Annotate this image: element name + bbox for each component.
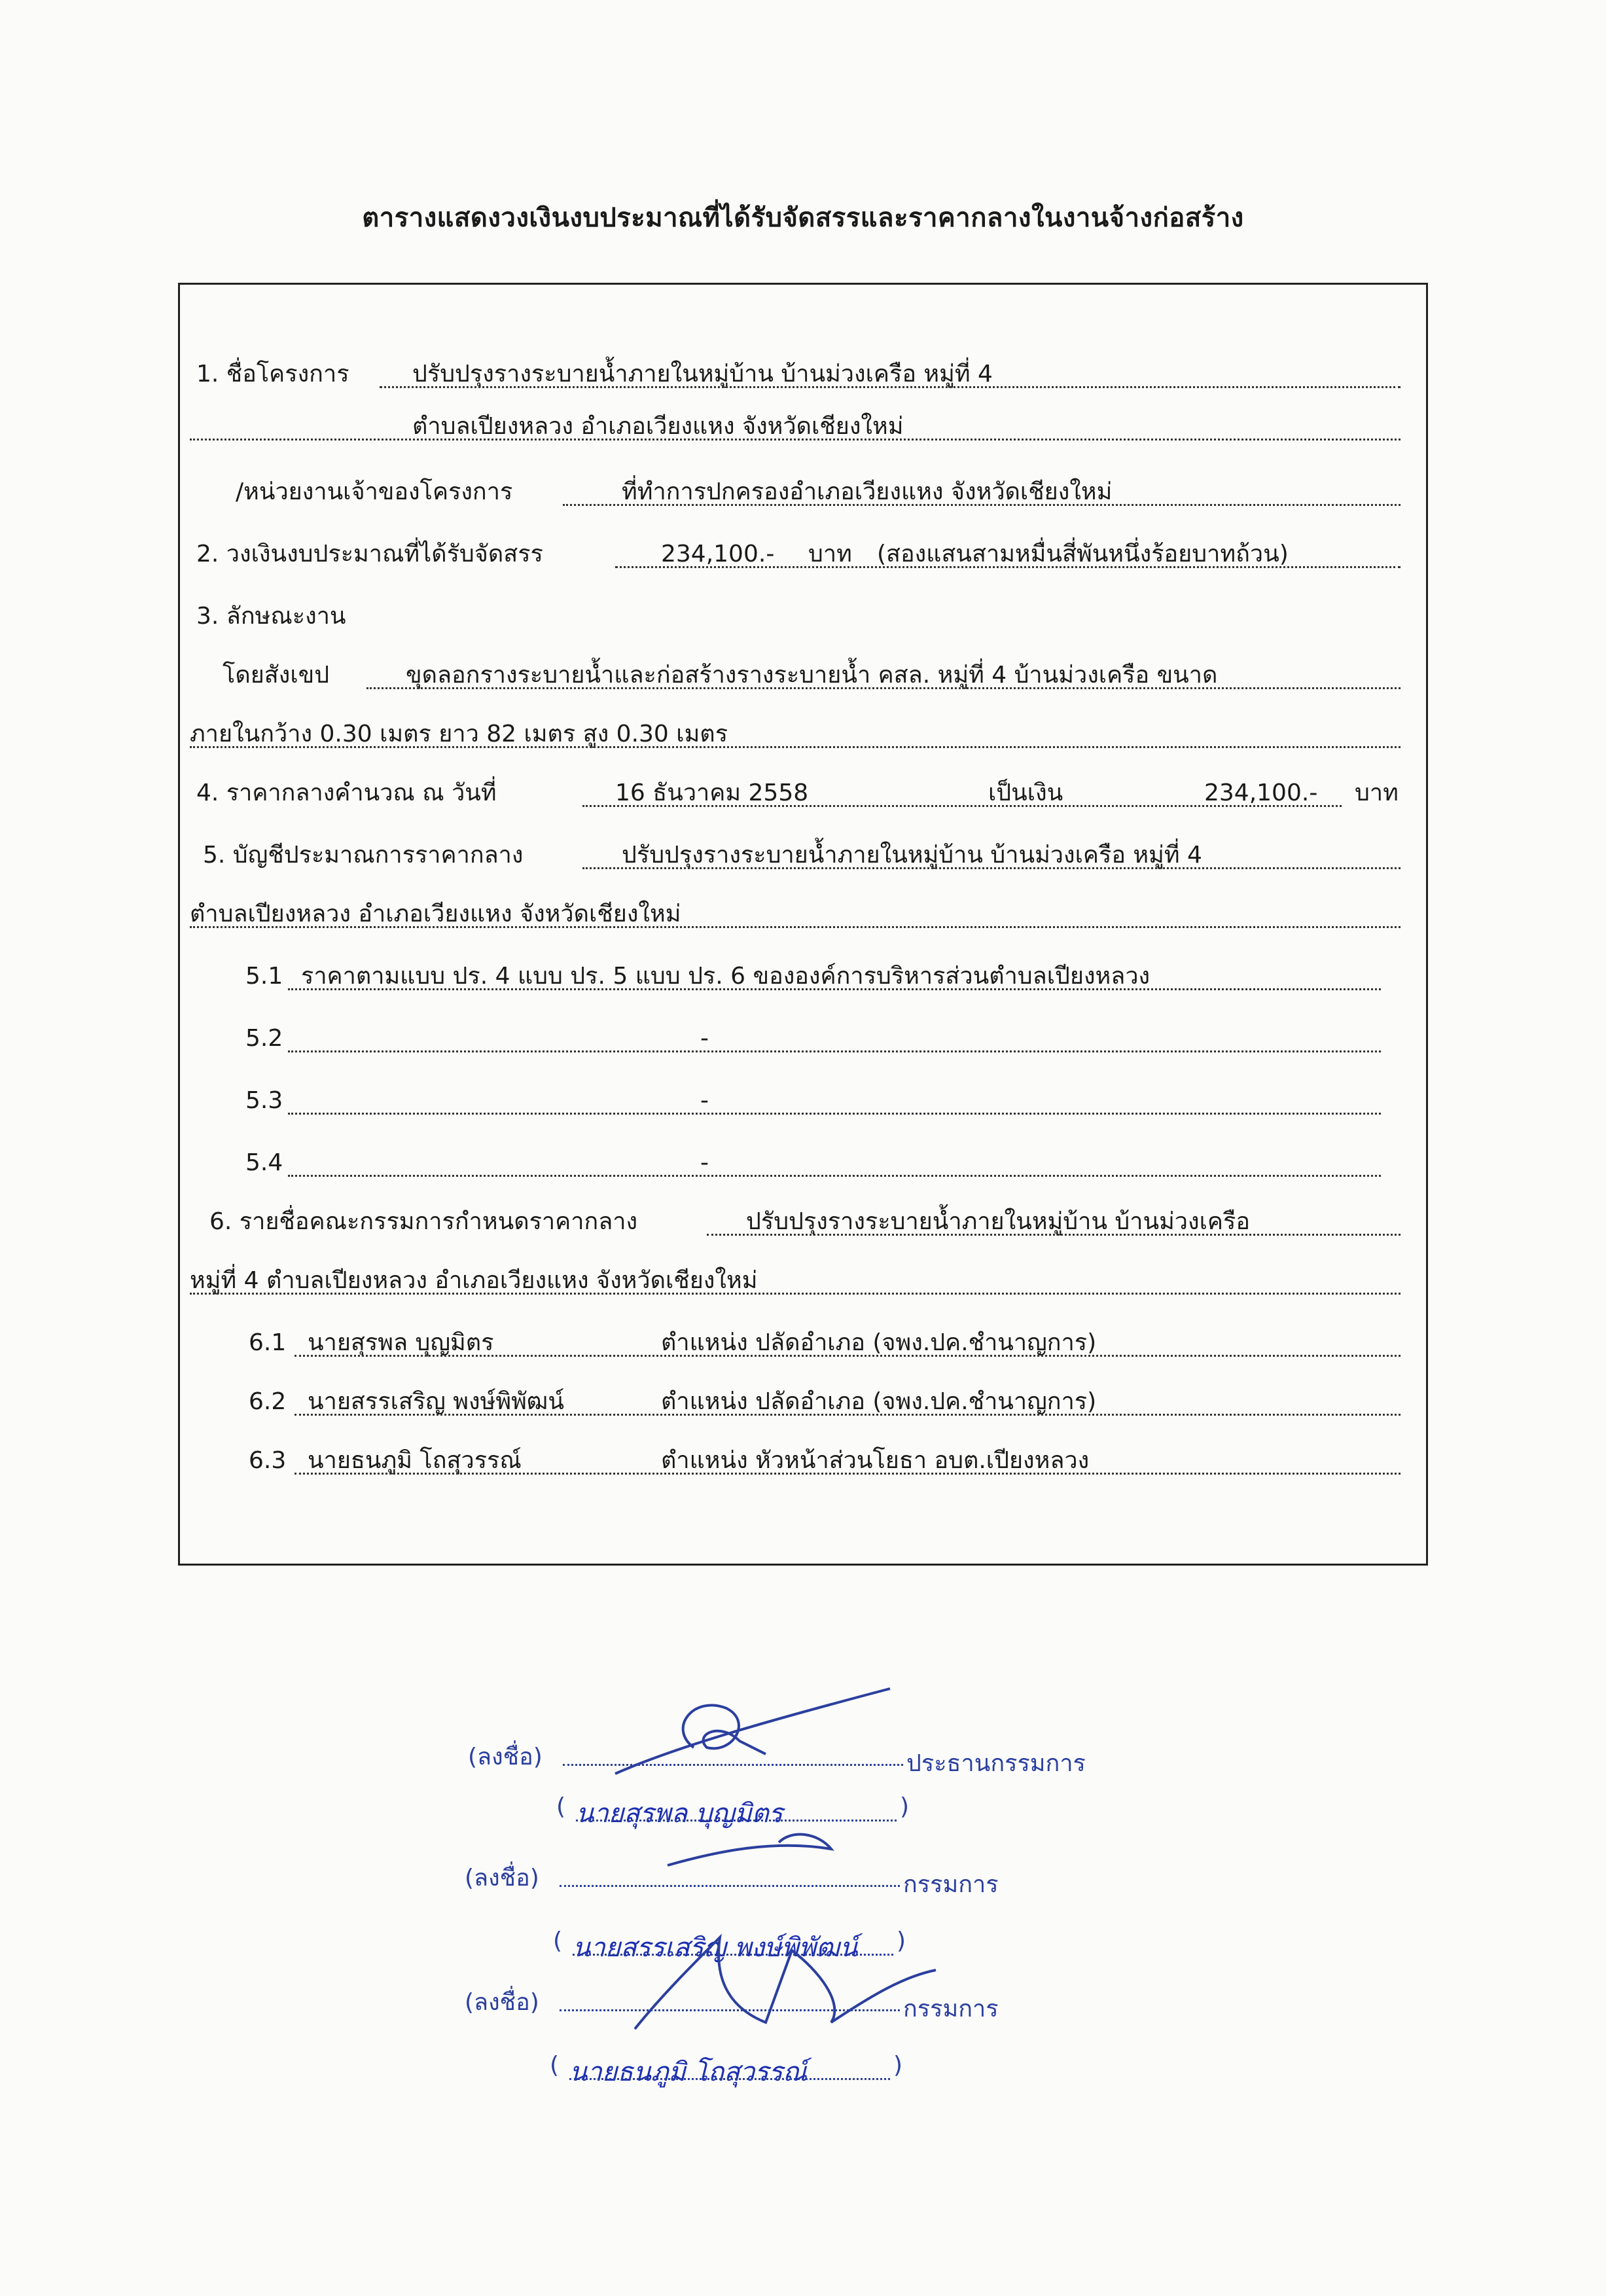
dotted-line [288,988,1381,990]
item5-1-num: 5.1 [245,963,283,990]
sign-role: กรรมการ [903,1996,999,2022]
member-num: 6.1 [249,1329,287,1356]
dotted-line [190,746,1401,748]
item5-3-text: - [700,1087,709,1114]
dotted-line [190,1293,1401,1295]
name-paren-open: ( [553,1928,563,1954]
item6-value2: หมู่ที่ 4 ตำบลเปียงหลวง อำเภอเวียงแหง จังหวัดเชียงใหม่ [190,1267,758,1294]
dotted-line [615,566,1401,568]
item6-label: 6. รายชื่อคณะกรรมการกำหนดราคากลาง [209,1208,638,1235]
dotted-line [294,1355,1401,1357]
item5-1-row [190,962,1420,1001]
signature-line [569,2078,890,2080]
sign-prefix: (ลงชื่อ) [465,1989,539,2016]
member-row [190,1388,1420,1427]
item2-label: 2. วงเงินงบประมาณที่ได้รับจัดสรร [196,541,543,567]
dotted-line [380,386,1401,388]
item5-label: 5. บัญชีประมาณการราคากลาง [203,842,524,869]
member-name: นายสุรพล บุญมิตร [308,1329,494,1356]
dotted-line [288,1175,1381,1177]
handwritten-name: นายธนภูมิ โถสุวรรณ์ [569,2057,808,2087]
name-paren-close: ) [893,2052,903,2079]
item5-2-text: - [700,1025,709,1052]
name-paren-open: ( [550,2052,560,2079]
item1-value2: ตำบลเปียงหลวง อำเภอเวียงแหง จังหวัดเชียงใหม่ [412,413,904,440]
name-paren-close: ) [900,1793,910,1820]
dotted-line [563,504,1401,506]
item5-value2: ตำบลเปียงหลวง อำเภอเวียงแหง จังหวัดเชียงใหม่ [190,901,681,927]
dotted-line [294,1473,1401,1475]
dotted-line [190,439,1401,440]
item3-summary-row [190,661,1420,700]
member-num: 6.2 [249,1388,287,1415]
handwritten-signature [661,1813,857,1872]
item5-4-text: - [700,1149,709,1176]
item2-unit: บาท [808,541,852,567]
item4-unit: บาท [1355,780,1399,806]
member-num: 6.3 [249,1447,287,1474]
item3-label: 3. ลักษณะงาน [196,603,346,630]
item3-row [190,602,1420,641]
member-name: นายธนภูมิ โถสุวรรณ์ [308,1447,522,1474]
item5-3-num: 5.3 [245,1087,283,1114]
dotted-line [582,805,1342,807]
item1-row [190,360,1420,399]
owner-value: ที่ทำการปกครองอำเภอเวียงแหง จังหวัดเชียงใหม่ [622,478,1113,505]
item4-row [190,779,1420,818]
member-position: ตำแหน่ง ปลัดอำเภอ (จพง.ปค.ชำนาญการ) [661,1388,1097,1415]
dotted-line [707,1234,1401,1236]
item4-amount: 234,100.- [1204,780,1318,806]
handwritten-name: นายสรรเสริญ พงษ์พิพัฒน์ [573,1933,858,1963]
dotted-line [294,1414,1401,1416]
item5-2-num: 5.2 [245,1025,283,1052]
item5-row2 [190,900,1420,939]
signature-block [432,1584,1217,2108]
item2-text: (สองแสนสามหมื่นสี่พันหนึ่งร้อยบาทถ้วน) [877,541,1289,567]
item6-row [190,1208,1420,1247]
member-row [190,1446,1420,1486]
member-position: ตำแหน่ง หัวหน้าส่วนโยธา อบต.เปียงหลวง [661,1447,1090,1474]
item1-owner-row [190,478,1420,517]
handwritten-signature [596,1649,910,1780]
handwritten-signature [622,1924,949,2036]
dotted-line [190,926,1401,928]
sign-role: ประธานกรรมการ [906,1750,1086,1777]
summary-text2: ภายในกว้าง 0.30 เมตร ยาว 82 เมตร สูง 0.30 เมตร [190,721,728,747]
signature-line [560,1885,900,1887]
name-paren-open: ( [556,1793,566,1820]
dotted-line [582,867,1401,869]
item5-4-row [190,1149,1420,1188]
item5-2-row [190,1024,1420,1064]
item4-money-label: เป็นเงิน [988,780,1063,806]
sign-role: กรรมการ [903,1871,999,1898]
item4-date: 16 ธันวาคม 2558 [615,780,809,806]
item5-row [190,841,1420,880]
handwritten-name: นายสุรพล บุญมิตร [576,1799,783,1829]
item5-1-text: ราคาตามแบบ ปร. 4 แบบ ปร. 5 แบบ ปร. 6 ขององค์การบริหารส่วนตำบลเปียงหลวง [301,963,1151,990]
member-row [190,1329,1420,1368]
sign-prefix: (ลงชื่อ) [468,1744,543,1770]
item6-value: ปรับปรุงรางระบายน้ำภายในหมู่บ้าน บ้านม่วงเครือ [746,1208,1250,1235]
item5-4-num: 5.4 [245,1149,283,1176]
item4-label: 4. ราคากลางคำนวณ ณ วันที่ [196,780,497,806]
item2-row [190,540,1420,579]
document-title: ตารางแสดงวงเงินงบประมาณที่ได้รับจัดสรรและราคากลางในงานจ้างก่อสร้าง [362,203,1244,233]
name-paren-close: ) [897,1928,906,1954]
item3-summary-row2 [190,720,1420,759]
item5-value: ปรับปรุงรางระบายน้ำภายในหมู่บ้าน บ้านม่วงเครือ หมู่ที่ 4 [622,842,1202,869]
member-position: ตำแหน่ง ปลัดอำเภอ (จพง.ปค.ชำนาญการ) [661,1329,1097,1356]
item6-row2 [190,1266,1420,1306]
item2-amount: 234,100.- [661,541,775,567]
member-name: นายสรรเสริญ พงษ์พิพัฒน์ [308,1388,564,1415]
dotted-line [288,1113,1381,1115]
item1-label: 1. ชื่อโครงการ [196,361,349,387]
item5-3-row [190,1086,1420,1126]
owner-label: /หน่วยงานเจ้าของโครงการ [236,478,513,505]
sign-prefix: (ลงชื่อ) [465,1865,539,1892]
dotted-line [288,1050,1381,1052]
item1-row2 [190,412,1420,452]
summary-text: ขุดลอกรางระบายน้ำและก่อสร้างรางระบายน้ำ คสล. หมู่ที่ 4 บ้านม่วงเครือ ขนาด [406,662,1218,689]
item1-value: ปรับปรุงรางระบายน้ำภายในหมู่บ้าน บ้านม่วงเครือ หมู่ที่ 4 [412,361,993,387]
dotted-line [366,687,1401,689]
summary-label: โดยสังเขป [223,662,330,689]
